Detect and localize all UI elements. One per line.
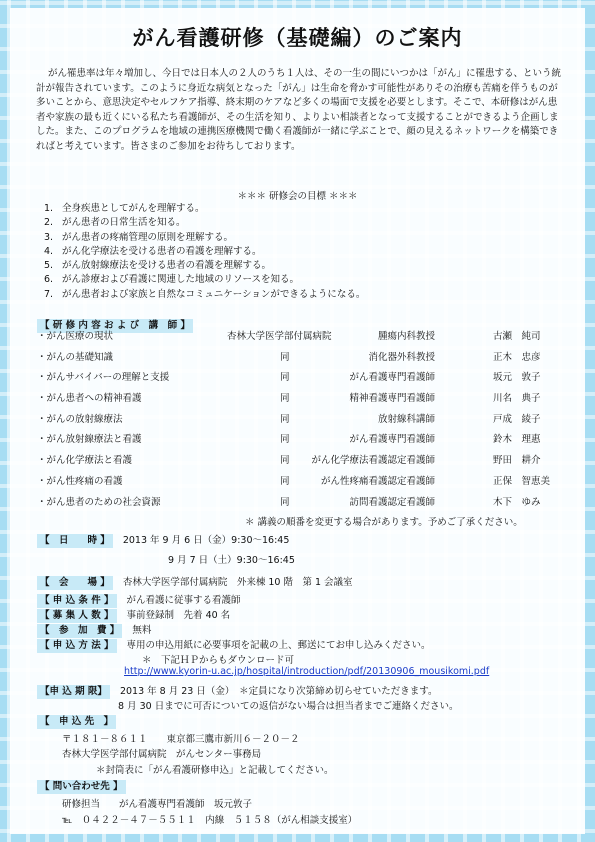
lecture-row [37, 410, 577, 431]
goal-text: がん診療および看護に関連した地域のリソースを知る。 [62, 274, 300, 286]
lecturer-name: 戸成 綾子 [493, 413, 541, 425]
goal-number: 6. [44, 274, 54, 286]
deadline-label: 【申 込 期 限】 [37, 685, 110, 699]
lecture-topic: ・がん放射線療法と看護 [37, 434, 142, 446]
lecture-institution: 同 [280, 434, 290, 446]
eligibility-section [37, 592, 241, 608]
contact-label: 【 問い合わせ先 】 [37, 780, 126, 794]
lecture-row [37, 368, 577, 389]
lecture-dept: がん看護専門看護師 [349, 434, 435, 446]
application-form-link[interactable]: http://www.kyorin-u.ac.jp/hospital/introduction/pdf/20130906_mousikomi.pdf [124, 666, 490, 677]
lecture-row [37, 430, 577, 451]
lecture-dept: がん看護専門看護師 [349, 372, 435, 384]
address-section [37, 715, 126, 729]
contact-phone-row [62, 812, 357, 826]
schedule-label: 【 日 時 】 [37, 534, 113, 548]
goal-number: 2. [44, 217, 54, 229]
goal-item [44, 259, 564, 273]
address-postal-row [62, 731, 300, 745]
goal-item [44, 231, 564, 245]
contact-person-row [62, 796, 252, 810]
envelope-note-row [96, 762, 334, 776]
lecturer-name: 鈴木 理惠 [493, 434, 541, 446]
lecture-topic: ・がん性疼痛の看護 [37, 475, 123, 487]
goals-heading: ＊＊＊ 研修会の目標 ＊＊＊ [237, 191, 358, 202]
lecture-dept: 訪問看護認定看護師 [349, 496, 435, 508]
contact-phone: ℡ ０４２２－４７－５５１１ 内線 ５１５８（がん相談支援室） [62, 815, 358, 826]
application-value: 専用の申込用紙に必要事項を記載の上、郵送にてお申し込みください。 [126, 640, 431, 651]
lecture-row [37, 493, 577, 514]
intro-paragraph: がん罹患率は年々増加し、今日では日本人の２人のうち１人は、その一生の間にいつかは「がん」に罹患する、という統計が報告されています。このように身近な病気となった「がん」は生命を脅かす可能性がありその治療も苦痛を伴うものが多いことから、意思決定やセルフケア指導、終末期のケアなど多くの場面で支援を必要とします。そこで、本研修はがん患者や家族の最も近くにいる私たち看護師が、その生活を知り、よりよい相談者となって支援することができるよう企画しました。また、このプログラムを地域の連携医療機関で働く看護師が一緒に学ぶことで、顔の見えるネットワークを構築できればと考えています。皆さまのご参加をお待ちしております。 [36, 68, 562, 152]
lecture-dept: 消化器外科教授 [368, 351, 435, 363]
fee-label: 【 参 加 費 】 [37, 624, 122, 638]
lectures-label: 【 研 修 内 容 お よ び 講 師 】 [37, 319, 193, 333]
lecture-dept: 腫瘍内科教授 [377, 331, 435, 342]
schedule-day2-row [168, 552, 295, 566]
lecturer-name: 古瀬 純司 [493, 331, 541, 342]
goal-text: がん患者および家族と自然なコミュニケーションができるようになる。 [62, 288, 366, 300]
lecture-institution: 同 [280, 475, 290, 487]
lecture-row [37, 348, 577, 369]
goal-item [44, 273, 564, 287]
fee-section [37, 622, 151, 638]
fee-value: 無料 [132, 625, 152, 636]
lecture-institution: 同 [280, 413, 290, 425]
lecturer-name: 正保 智恵美 [493, 475, 551, 487]
goal-number: 5. [44, 260, 54, 272]
page-title: がん看護研修（基礎編）のご案内 [132, 26, 463, 50]
venue-label: 【 会 場 】 [37, 576, 113, 590]
schedule-day1: 2013 年 9 月 6 日（金）9:30～16:45 [122, 535, 290, 546]
lecture-row [37, 389, 577, 410]
goal-text: がん化学療法を受ける患者の看護を理解する。 [62, 245, 262, 257]
goal-number: 3. [44, 231, 54, 243]
lecture-row [37, 327, 577, 348]
schedule-day2: 9 月 7 日（土）9:30～16:45 [168, 555, 295, 566]
lecture-topic: ・がん患者への精神看護 [37, 393, 142, 405]
lecturer-name: 正木 忠彦 [493, 351, 541, 363]
goal-item [44, 202, 564, 216]
contact-person: 研修担当 がん看護専門看護師 坂元敦子 [62, 799, 253, 810]
contact-section [37, 780, 136, 794]
lecturer-name: 坂元 敦子 [493, 372, 541, 384]
application-section [37, 637, 431, 653]
lecture-dept: 精神看護専門看護師 [349, 393, 435, 405]
deadline-note-row [118, 698, 459, 712]
lectures-note: ＊ 講義の順番を変更する場合があります。予めご了承ください。 [245, 517, 523, 528]
goal-item [44, 245, 564, 259]
eligibility-label: 【 申 込 条 件 】 [37, 594, 117, 608]
venue-value: 杏林大学医学部付属病院 外来棟 10 階 第 1 会議室 [122, 577, 353, 588]
lecture-topic: ・がん化学療法と看護 [37, 455, 133, 467]
lecture-dept: がん性疼痛看護認定看護師 [320, 475, 435, 487]
lecture-row [37, 472, 577, 493]
deadline-value: 2013 年 8 月 23 日（金） ＊定員になり次第締め切らせていただきます。 [119, 686, 438, 697]
lecture-dept: がん化学療法看護認定看護師 [311, 455, 435, 467]
lecture-dept: 放射線科講師 [377, 413, 435, 425]
lecture-institution: 同 [280, 393, 290, 405]
goals-list [44, 202, 564, 302]
capacity-value: 事前登録制 先着 40 名 [126, 610, 231, 621]
goal-text: 全身疾患としてがんを理解する。 [62, 203, 205, 214]
lecture-institution: 同 [280, 455, 290, 467]
lecturer-name: 川名 典子 [493, 393, 541, 405]
download-note-row [142, 652, 294, 666]
lecture-topic: ・がんの放射線療法 [37, 413, 123, 425]
application-label: 【 申 込 方 法 】 [37, 639, 117, 653]
address-postal: 〒１８１－８６１１ 東京都三鷹市新川６－２０－２ [62, 734, 300, 745]
deadline-note: 8 月 30 日までに可否についての返信がない場合は担当者までご連絡ください。 [118, 701, 459, 712]
lecturer-name: 野田 耕介 [493, 455, 541, 467]
lecture-topic: ・がんサバイバーの理解と支援 [37, 372, 170, 384]
lecture-topic: ・がんの基礎知識 [37, 351, 114, 363]
envelope-note: ＊封筒表に「がん看護研修申込」と記載してください。 [96, 765, 334, 776]
goal-text: がん患者の疼痛管理の原則を理解する。 [62, 231, 234, 243]
lecture-institution: 同 [280, 351, 290, 363]
address-label: 【 申 込 先 】 [37, 715, 116, 729]
deadline-section [37, 683, 438, 699]
schedule-section [37, 532, 289, 548]
lecture-institution: 同 [280, 496, 290, 508]
lecture-institution: 杏林大学医学部付属病院 [227, 331, 332, 342]
lecturer-name: 木下 ゆみ [493, 496, 541, 508]
eligibility-value: がん看護に従事する看護師 [126, 595, 241, 606]
capacity-label: 【 募 集 人 数 】 [37, 609, 117, 623]
goal-number: 4. [44, 245, 54, 257]
download-note: ＊ 下記ＨＰからもダウンロード可 [142, 655, 295, 666]
lecture-topic: ・がん患者のための社会資源 [37, 496, 161, 508]
application-link-row [124, 666, 489, 677]
goal-item [44, 216, 564, 230]
goal-item [44, 288, 564, 302]
goal-number: 1. [44, 203, 54, 214]
venue-section [37, 574, 353, 590]
capacity-section [37, 607, 230, 623]
goal-text: がん患者の日常生活を知る。 [62, 217, 186, 229]
address-org-row [62, 746, 261, 760]
address-org: 杏林大学医学部付属病院 がんセンター事務局 [62, 749, 262, 760]
lecture-institution: 同 [280, 372, 290, 384]
lectures-table [37, 327, 577, 513]
lecture-topic: ・がん医療の現状 [37, 331, 114, 342]
goal-text: がん放射線療法を受ける患者の看護を理解する。 [62, 260, 272, 272]
lecture-row [37, 451, 577, 472]
goal-number: 7. [44, 288, 54, 300]
